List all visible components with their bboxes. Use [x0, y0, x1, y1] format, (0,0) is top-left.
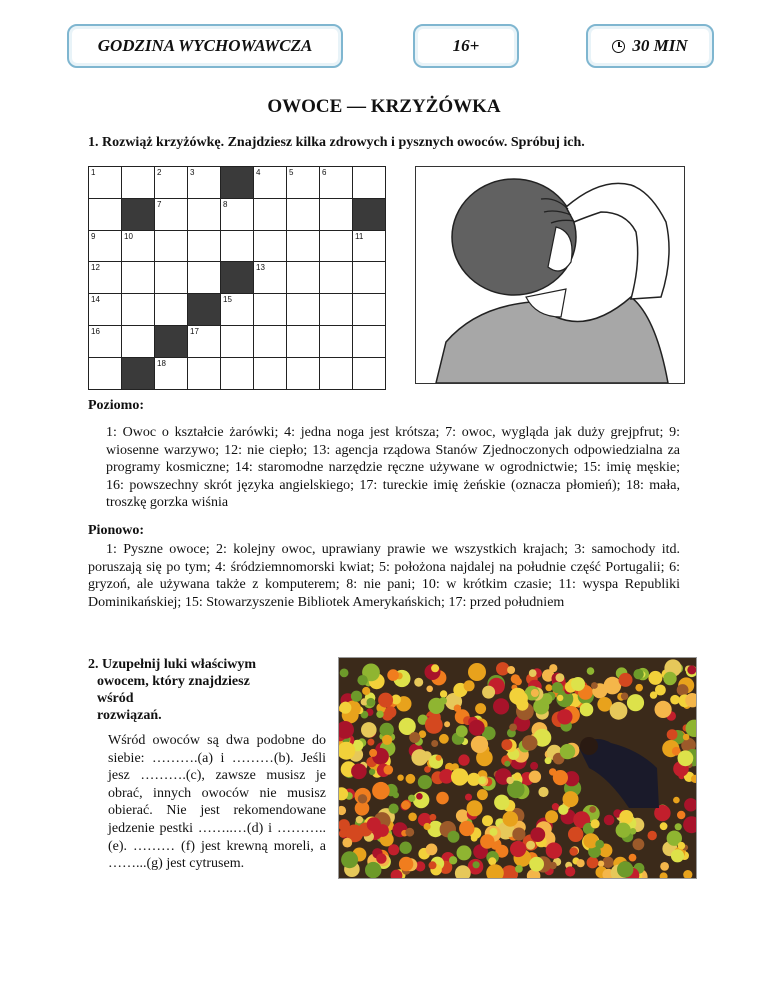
fill-in-text: Wśród owoców są dwa podobne do siebie: ……….(a) i ………(b). Jeśli jesz ……….(c), zawsze musisz je obrać, innych owoców nie musisz obierać. Nie jest rekomendowane jedzenie pestki ……..…(d) i ………..(e). ……… (f) jest krewną moreli, a ……...(g) jest cytrusem. [108, 733, 326, 872]
crossword-cell[interactable] [122, 294, 155, 326]
crossword-cell[interactable] [287, 294, 320, 326]
thinking-person-illustration [415, 166, 685, 384]
crossword-cell[interactable] [320, 231, 353, 263]
crossword-cell[interactable] [155, 358, 188, 390]
clue-number: 14 [91, 295, 100, 305]
crossword-cell[interactable] [254, 326, 287, 358]
clue-number: 11 [355, 231, 364, 241]
crossword-cell[interactable] [287, 167, 320, 199]
crossword-cell[interactable] [155, 294, 188, 326]
down-heading: Pionowo: [88, 523, 144, 538]
crossword-cell[interactable] [155, 231, 188, 263]
crossword-black-cell [122, 358, 155, 390]
across-heading: Poziomo: [88, 398, 144, 413]
clue-number: 8 [223, 199, 228, 209]
clue-number: 4 [256, 168, 261, 177]
crossword-black-cell [188, 294, 221, 326]
crossword-black-cell [122, 199, 155, 231]
clue-number: 12 [91, 263, 100, 273]
clue-number: 10 [124, 231, 133, 241]
clue-number: 6 [322, 168, 327, 177]
crossword-black-cell [221, 262, 254, 294]
fruit-market-photo [338, 657, 697, 879]
crossword-cell[interactable] [287, 199, 320, 231]
crossword-cell[interactable] [89, 199, 122, 231]
crossword-cell[interactable] [320, 326, 353, 358]
clue-number: 1 [91, 168, 96, 177]
crossword-cell[interactable] [155, 262, 188, 294]
page-title: OWOCE — KRZYŻÓWKA [267, 96, 501, 117]
clue-number: 2 [157, 168, 162, 177]
crossword-cell[interactable] [188, 326, 221, 358]
crossword-cell[interactable] [221, 199, 254, 231]
task2-instruction [88, 656, 268, 724]
crossword-cell[interactable] [188, 262, 221, 294]
clue-number: 15 [223, 295, 232, 305]
crossword-cell[interactable] [188, 231, 221, 263]
crossword-cell[interactable] [287, 358, 320, 390]
down-clues [88, 541, 680, 611]
crossword-cell[interactable] [320, 294, 353, 326]
subject-label: GODZINA WYCHOWAWCZA [97, 36, 313, 55]
crossword-cell[interactable] [254, 294, 287, 326]
age-badge [413, 24, 519, 68]
clue-number: 17 [190, 326, 199, 336]
across-clues: 1: Owoc o kształcie żarówki; 4: jedna noga jest krótsza; 7: owoc, wygląda jak duży grejpfrut; 9: wiosenne warzywo; 12: nie ciepło; 13: agencja rządowa Stanów Zjednoczonych odpowiedzialna za programy kosmiczne; 14: staromodne narzędzie ręczne używane w ogrodnictwie; 15: imię męskie; 16: powszechny skrót języka angielskiego; 17: tureckie imię żeńskie (oznacza płomień); 18: mała, troszkę gorzka wiśnia [106, 425, 680, 511]
crossword-cell[interactable] [254, 167, 287, 199]
crossword-cell[interactable] [188, 167, 221, 199]
crossword-cell[interactable] [353, 231, 386, 263]
crossword-cell[interactable] [287, 231, 320, 263]
task2-line2: owocem, który znajdziesz wśród [97, 674, 250, 706]
time-badge [586, 24, 714, 68]
crossword-cell[interactable] [188, 199, 221, 231]
crossword-cell[interactable] [320, 199, 353, 231]
clue-number: 13 [256, 263, 265, 273]
crossword-cell[interactable] [254, 199, 287, 231]
clock-icon [612, 40, 625, 53]
crossword-cell[interactable] [221, 326, 254, 358]
clue-number: 18 [157, 358, 166, 368]
clue-number: 9 [91, 231, 96, 241]
crossword-cell[interactable] [221, 294, 254, 326]
crossword-cell[interactable] [353, 262, 386, 294]
age-label: 16+ [452, 36, 480, 55]
task1-instruction: 1. Rozwiąż krzyżówkę. Znajdziesz kilka zdrowych i pysznych owoców. Spróbuj ich. [88, 135, 585, 150]
crossword-cell[interactable] [155, 199, 188, 231]
crossword-cell[interactable] [89, 294, 122, 326]
clue-number: 16 [91, 326, 100, 336]
crossword-cell[interactable] [89, 262, 122, 294]
crossword-cell[interactable] [89, 167, 122, 199]
crossword-cell[interactable] [221, 231, 254, 263]
crossword-cell[interactable] [122, 167, 155, 199]
crossword-cell[interactable] [89, 231, 122, 263]
crossword-cell[interactable] [122, 231, 155, 263]
crossword-cell[interactable] [188, 358, 221, 390]
crossword-black-cell [221, 167, 254, 199]
crossword-cell[interactable] [89, 326, 122, 358]
crossword-grid [88, 166, 386, 390]
crossword-cell[interactable] [353, 294, 386, 326]
crossword-cell[interactable] [254, 358, 287, 390]
crossword-cell[interactable] [320, 358, 353, 390]
clue-number: 3 [190, 168, 195, 177]
crossword-black-cell [155, 326, 188, 358]
clue-number: 5 [289, 168, 294, 177]
crossword-cell[interactable] [287, 326, 320, 358]
crossword-black-cell [353, 199, 386, 231]
crossword-cell[interactable] [254, 262, 287, 294]
task2-line1: 2. Uzupełnij luki właściwym [88, 657, 257, 672]
crossword-cell[interactable] [254, 231, 287, 263]
clue-number: 7 [157, 199, 162, 209]
crossword-cell[interactable] [122, 262, 155, 294]
subject-badge [67, 24, 343, 68]
crossword-cell[interactable] [353, 358, 386, 390]
crossword-cell[interactable] [353, 326, 386, 358]
crossword-cell[interactable] [287, 262, 320, 294]
crossword-cell[interactable] [353, 167, 386, 199]
crossword-cell[interactable] [155, 167, 188, 199]
time-label: 30 MIN [632, 36, 688, 55]
crossword-cell[interactable] [320, 167, 353, 199]
crossword-cell[interactable] [122, 326, 155, 358]
crossword-cell[interactable] [89, 358, 122, 390]
task2-line3: rozwiązań. [97, 708, 162, 723]
crossword-cell[interactable] [320, 262, 353, 294]
down-clues-text: 1: Pyszne owoce; 2: kolejny owoc, uprawiany prawie we wszystkich krajach; 3: samochody itd. poruszają się po tym; 4: śródziemnomorski kwiat; 5: położona najdalej na południe część Portugalii; 6: gryzoń, ale używana także z komputerem; 8: nie pani; 10: w krótkim czasie; 11: wyspa Republiki Dominikańskiej; 15: Stowarzyszenie Bibliotek Amerykańskich; 17: przed południem [88, 542, 680, 610]
crossword-cell[interactable] [221, 358, 254, 390]
